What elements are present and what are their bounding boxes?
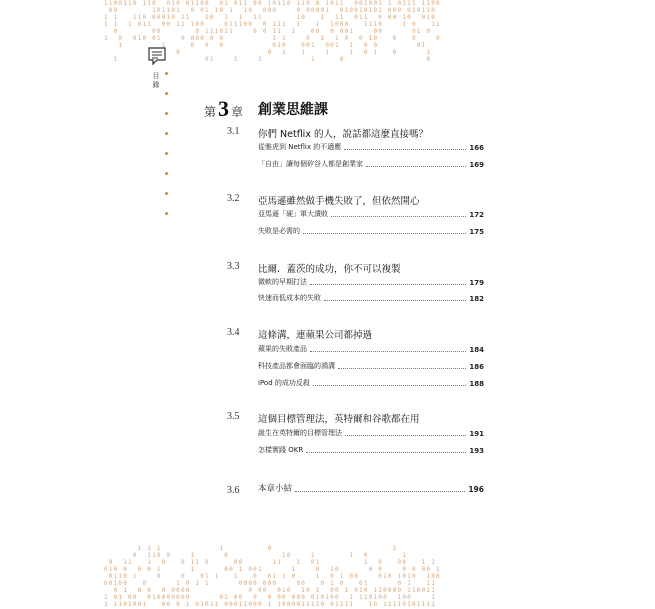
toc-entry[interactable] — [258, 277, 484, 287]
page-number: 175 — [469, 228, 484, 236]
toc-entry[interactable] — [258, 226, 484, 236]
dot-leader — [366, 165, 466, 167]
toc-entry[interactable] — [258, 209, 484, 219]
toc-entry[interactable] — [258, 159, 484, 169]
binary-row: 0 0 1 1 1 1 0 1 0 1 — [104, 49, 441, 56]
entry-label: 從雅虎到 Netflix 的不適應 — [258, 143, 342, 151]
entry-label: 誕生在英特爾的目標管理法 — [258, 429, 342, 437]
page-number: 169 — [469, 161, 484, 169]
sidebar-label: 目錄 — [152, 72, 160, 89]
dot-leader — [310, 350, 466, 352]
page-number: 182 — [469, 295, 484, 303]
entry-label: 科技產品都會面臨的鴻溝 — [258, 362, 335, 370]
page-number: 191 — [469, 430, 484, 438]
page-number: 184 — [469, 346, 484, 354]
dot-leader — [345, 434, 466, 436]
binary-row: 0110 1 0 0 01 1 1 0 01 1 0 1 0 1 00 010 1010 100 — [104, 573, 441, 580]
chapter-prefix: 第 — [204, 105, 217, 119]
entry-label: 快速而低成本的失敗 — [258, 294, 321, 302]
section-number: 3.1 — [227, 126, 240, 137]
dot-leader — [303, 232, 466, 234]
section-title[interactable]: 比爾．蓋茨的成功，你不可以複製 — [258, 264, 401, 275]
page-number: 193 — [469, 447, 484, 455]
toc-entry[interactable] — [258, 484, 484, 494]
entry-label: 怎樣實踐 OKR — [258, 446, 304, 454]
binary-row: 1100110 110 010 01100 01 011 00 10110 110 0 1011 001001 1 0111 1100 — [104, 0, 441, 7]
binary-row: 1 01 00 010000000 01 00 0 0 00 000 010100 1 110100 100 1 — [104, 594, 441, 601]
page-number: 172 — [469, 211, 484, 219]
binary-row: 00100 0 1 0 1 1 0000 000 00 0 1 0 01 0 1 11 — [104, 580, 441, 587]
entry-label: 失敗是必需的 — [258, 227, 300, 235]
binary-row: 0 11 1 0 0 11 0 00 11 1 01 1 0 00 1 1 — [104, 559, 441, 566]
binary-row: 0 00 0 111011 0 0 11 1 00 0 001 00 01 0 — [104, 28, 441, 35]
dot-leader — [344, 148, 466, 150]
entry-label: 蘋果的失敗產品 — [258, 345, 307, 353]
dot-leader — [338, 367, 466, 369]
chapter-suffix: 章 — [231, 105, 244, 119]
toc-entry[interactable] — [258, 142, 484, 152]
dot-leader — [310, 283, 466, 285]
toc-entry[interactable] — [258, 445, 484, 455]
section-number: 3.3 — [227, 261, 240, 272]
binary-row: 1 1 1 011 00 11 100 011100 0 111 1 1 1000 1110 1 0 11 — [104, 21, 441, 28]
dot-leader — [295, 490, 465, 492]
entry-label: 本章小結 — [258, 484, 293, 494]
section-number: 3.5 — [227, 411, 240, 422]
binary-row: 1 1101001 00 0 1 01011 00011000 1 1000011110 01111 10 11110101111 — [104, 601, 441, 608]
toc-entry[interactable] — [258, 378, 484, 388]
section-number: 3.2 — [227, 193, 240, 204]
section-number: 3.4 — [227, 327, 240, 338]
section-title[interactable]: 這條溝，連蘋果公司都掉過 — [258, 330, 373, 341]
entry-label: iPod 的成功反殺 — [258, 379, 310, 387]
binary-row: 00 101101 0 01 10 1 10 000 0 00001 010010101 000 010110 — [104, 7, 441, 14]
dot-leader — [324, 299, 466, 301]
entry-label: 微軟的早期打法 — [258, 278, 307, 286]
dot-leader — [306, 451, 466, 453]
binary-row: 1 1 1 1 0 1 — [104, 545, 441, 552]
chapter-title: 創業思維課 — [258, 102, 328, 118]
entry-label: 亞馬遜「硬」軍大潰敗 — [258, 210, 328, 218]
toc-entry[interactable] — [258, 361, 484, 371]
entry-label: 「自由」讓每個矽谷人都是創業家 — [258, 160, 363, 168]
binary-row: 1 0 010 01 0 000 0 0 1 1 0 1 1 0 0 10 0 0 0 — [104, 35, 441, 42]
page-number: 186 — [469, 363, 484, 371]
binary-row: 0 1 0 0 0 0000 0 00 010 10 1 00 1 010 110000 110011 — [104, 587, 441, 594]
toc-entry[interactable] — [258, 428, 484, 438]
section-number: 3.6 — [227, 485, 240, 496]
binary-row: 010 0 0 0 1 1 00 1 001 1 0 10 0 0 0 0 00 1 — [104, 566, 441, 573]
page-number: 188 — [469, 380, 484, 388]
page-number: 196 — [468, 485, 484, 494]
dot-leader — [313, 384, 467, 386]
page-number: 166 — [469, 144, 484, 152]
chapter-number: 3 — [218, 96, 230, 121]
binary-row: 1 01 1 1 1 0 0 — [104, 56, 441, 62]
toc-entry[interactable] — [258, 293, 484, 303]
section-title[interactable]: 亞馬遜雖然做手機失敗了，但依然開心 — [258, 196, 420, 207]
page-number: 179 — [469, 279, 484, 287]
binary-row: 0 110 0 1 0 10 1 1 0 1 — [104, 552, 441, 559]
binary-row: 1 1 0 0 0 010 001 001 1 0 0 01 — [104, 42, 441, 49]
section-title[interactable]: 你們 Netflix 的人，說話都這麼直接嗎？ — [258, 129, 428, 140]
dot-leader — [331, 215, 466, 217]
toc-entry[interactable] — [258, 344, 484, 354]
section-title[interactable]: 這個目標管理法，英特爾和谷歌都在用 — [258, 414, 420, 425]
binary-row: 1 1 110 00010 11 10 1 1 11 10 1 11 011 0 00 10 010 — [104, 14, 441, 21]
